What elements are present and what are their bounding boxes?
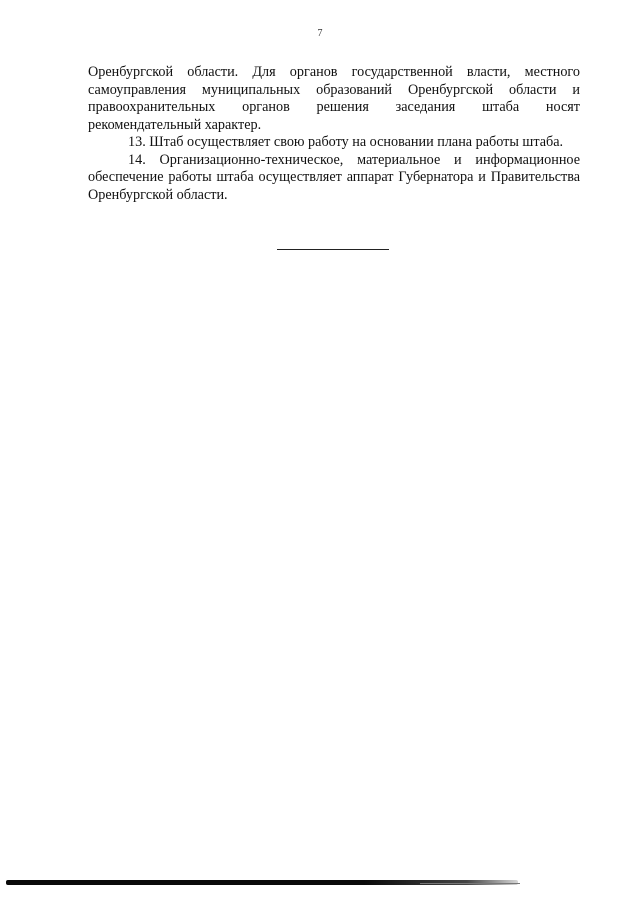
paragraph-continuation: Оренбургской области. Для органов государственной власти, местного самоуправления муниципальных образований Оренбургской области и правоохранительных органов решения заседания штаба носят рекомендательный характер. — [88, 64, 580, 133]
document-body — [88, 64, 580, 204]
paragraph-13: 13. Штаб осуществляет свою работу на основании плана работы штаба. — [128, 134, 564, 150]
scan-artifact-line — [420, 883, 520, 884]
end-separator-line — [277, 249, 389, 250]
paragraph-14: 14. Организационно-техническое, материальное и информационное обеспечение работы штаба осуществляет аппарат Губернатора и Правительства Оренбургской области. — [88, 151, 580, 203]
page-number: 7 — [317, 28, 323, 39]
